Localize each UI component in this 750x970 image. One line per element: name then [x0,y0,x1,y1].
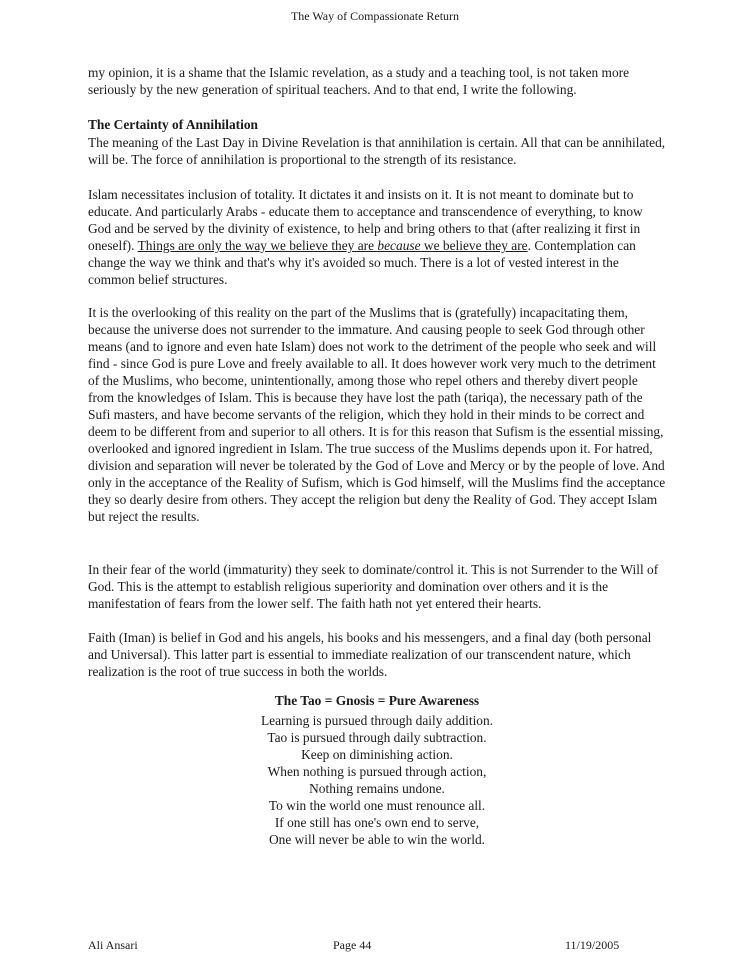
poem-line: Tao is pursued through daily subtraction. [267,730,487,745]
paragraph-islam [88,186,666,288]
poem [88,712,666,848]
footer-date: 11/19/2005 [565,938,620,952]
paragraph-text: The meaning of the Last Day in Divine Revelation is that annihilation is certain. All that can be annihilated, will be. The force of annihilation is proportional to the strength of its resistance. [88,135,666,167]
poem-line: Nothing remains undone. [309,781,445,796]
paragraph-meaning [88,134,666,168]
paragraph-overlooking [88,304,666,525]
poem-line: One will never be able to win the world. [268,832,486,847]
section-heading-annihilation [88,116,666,133]
poem-line: When nothing is pursued through action, [267,764,487,779]
paragraph-segment-plain: . Contemplation can change the way we think and that's why it's avoided so much. There is a lot of vested interest in the common belief structures. [88,238,636,287]
poem-line: Keep on diminishing action. [301,747,453,762]
paragraph-text: In their fear of the world (immaturity) they seek to dominate/control it. This is not Surrender to the Will of God. This is the attempt to establish religious superiority and domination over others and it is the manifestation of fears from the lower self. The faith hath not yet entered their hearts. [88,562,659,611]
paragraph-faith [88,629,666,680]
paragraph-text: Faith (Iman) is belief in God and his angels, his books and his messengers, and a final day (both personal and Universal). This latter part is essential to immediate realization of our transcendent nature, which realization is the root of true success in both the worlds. [88,630,652,679]
paragraph-intro [88,64,666,98]
page-header-title: The Way of Compassionate Return [290,9,460,23]
footer-author: Ali Ansari [88,938,138,952]
tao-heading-text: The Tao = Gnosis = Pure Awareness [274,693,480,708]
paragraph-text [88,186,666,288]
paragraph-segment-plain: Islam necessitates inclusion of totality. It dictates it and insists on it. It is not meant to dominate but to educate. And particularly Arabs - educate them to acceptance and transcendence of everything, to know God and be served by the divinity of existence, to help and bring others to that (after realizing it first in oneself). [88,187,643,253]
footer-page-number: Page 44 [333,938,372,952]
poem-line: To win the world one must renounce all. [268,798,486,813]
paragraph-fear [88,561,666,612]
paragraph-segment-underlined: we believe they are [420,238,528,253]
paragraph-text: my opinion, it is a shame that the Islamic revelation, as a study and a teaching tool, is not taken more seriously by the new generation of spiritual teachers. And to that end, I write the following. [88,65,630,97]
poem-line: Learning is pursued through daily addition. [260,713,494,728]
paragraph-segment-underlined: Things are only the way we believe they are [137,238,378,253]
section-heading-text: The Certainty of Annihilation [88,117,259,132]
paragraph-text: It is the overlooking of this reality on the part of the Muslims that is (gratefully) incapacitating them, because the universe does not surrender to the immature. And causing people to seek God through other means (and to ignore and even hate Islam) does not work to the detriment of the people who seek and will find - since God is pure Love and freely available to all. It does however work very much to the detriment of the Muslims, who become, unintentionally, among those who repel others and thereby divert people from the knowledges of Islam. This is because they have lost the path (tariqa), the necessary path of the Sufi masters, and have become servants of the religion, which they hold in their minds to be correct and deem to be different from and superior to all others. It is for this reason that Sufism is the essential missing, overlooked and ignored ingredient in Islam. The true success of the Muslims depends upon it. For hatred, division and separation will never be tolerated by the God of Love and Mercy or by the people of love. And only in the acceptance of the Reality of Sufism, which is God himself, will the Muslims find the acceptance they so dearly desire from others. They accept the religion but deny the Reality of God. They accept Islam but reject the results. [88,305,666,524]
poem-line: If one still has one's own end to serve, [274,815,480,830]
tao-heading [88,692,666,709]
paragraph-segment-italic-underlined: because [377,238,421,253]
